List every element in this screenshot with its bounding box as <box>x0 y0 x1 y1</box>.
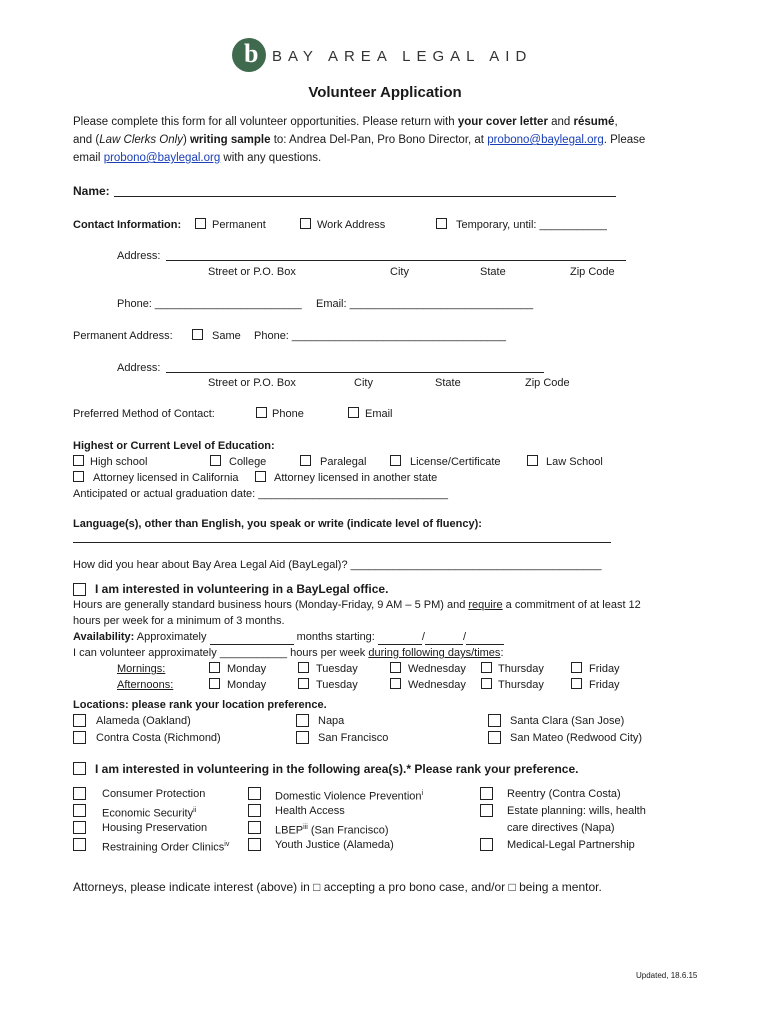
email-field[interactable]: Email: ______________________________ <box>316 298 534 310</box>
preferred-phone-label: Phone <box>272 408 304 420</box>
hours-text-2: hours per week for a minimum of 3 months. <box>73 615 285 627</box>
consumer-protection-checkbox[interactable] <box>73 787 86 800</box>
afternoon-monday-checkbox[interactable] <box>209 678 220 689</box>
afternoon-thursday-checkbox[interactable] <box>481 678 492 689</box>
state-caption: State <box>480 266 506 278</box>
morning-tuesday-label: Tuesday <box>316 663 358 675</box>
permanent-zip-caption: Zip Code <box>525 377 570 389</box>
contra-costa-label: Contra Costa (Richmond) <box>96 732 221 744</box>
permanent-city-caption: City <box>354 377 373 389</box>
afternoon-monday-label: Monday <box>227 679 267 691</box>
contra-costa-checkbox[interactable] <box>73 731 86 744</box>
medical-legal-checkbox[interactable] <box>480 838 493 851</box>
page-title: Volunteer Application <box>308 84 462 101</box>
logo-letter: b <box>244 39 259 68</box>
temporary-label: Temporary, until: ___________ <box>456 219 607 231</box>
college-checkbox[interactable] <box>210 455 221 466</box>
college-label: College <box>229 456 267 468</box>
afternoon-wednesday-checkbox[interactable] <box>390 678 401 689</box>
locations-label: Locations: please rank your location preference. <box>73 699 327 711</box>
afternoon-friday-checkbox[interactable] <box>571 678 582 689</box>
contact-label: Contact Information: <box>73 219 182 231</box>
afternoon-thursday-label: Thursday <box>498 679 544 691</box>
email-link-2[interactable]: probono@baylegal.org <box>103 152 221 164</box>
morning-friday-label: Friday <box>589 663 620 675</box>
address-field[interactable] <box>166 260 626 261</box>
morning-thursday-label: Thursday <box>498 663 544 675</box>
high-school-label: High school <box>90 456 148 468</box>
areas-label: I am interested in volunteering in the following area(s).* Please rank your preference. <box>95 762 579 776</box>
languages-label: Language(s), other than English, you speak or write (indicate level of fluency): <box>73 518 482 530</box>
morning-tuesday-checkbox[interactable] <box>298 662 309 673</box>
reentry-checkbox[interactable] <box>480 787 493 800</box>
alameda-label: Alameda (Oakland) <box>96 715 191 727</box>
afternoons-label: Afternoons: <box>117 679 174 691</box>
law-school-label: Law School <box>546 456 603 468</box>
reentry-label: Reentry (Contra Costa) <box>507 788 621 800</box>
permanent-address-field-label: Address: <box>117 362 161 374</box>
housing-preservation-checkbox[interactable] <box>73 821 86 834</box>
restraining-order-label: Restraining Order Clinics$^{iv}$ <box>102 841 230 854</box>
name-field[interactable] <box>114 196 616 197</box>
permanent-address-label: Permanent Address: <box>73 330 173 342</box>
attorney-ca-checkbox[interactable] <box>73 471 84 482</box>
email-link[interactable]: probono@baylegal.org <box>487 134 604 146</box>
paralegal-label: Paralegal <box>320 456 367 468</box>
permanent-checkbox[interactable] <box>195 218 206 229</box>
napa-checkbox[interactable] <box>296 714 309 727</box>
street-caption: Street or P.O. Box <box>208 266 296 278</box>
estate-planning-checkbox[interactable] <box>480 804 493 817</box>
san-mateo-label: San Mateo (Redwood City) <box>510 732 643 744</box>
address-label: Address: <box>117 250 161 262</box>
domestic-violence-checkbox[interactable] <box>248 787 261 800</box>
phone-field[interactable]: Phone: ________________________ <box>117 298 302 310</box>
san-mateo-checkbox[interactable] <box>488 731 501 744</box>
permanent-street-caption: Street or P.O. Box <box>208 377 296 389</box>
santa-clara-label: Santa Clara (San Jose) <box>510 715 625 727</box>
hours-text-1: Hours are generally standard business hours (Monday-Friday, 9 AM – 5 PM) and require a commitment of at least 12 <box>73 599 641 611</box>
permanent-label: Permanent <box>212 219 266 231</box>
lbep-checkbox[interactable] <box>248 821 261 834</box>
estate-planning-label-2: care directives (Napa) <box>507 822 615 834</box>
office-checkbox[interactable] <box>73 583 86 596</box>
economic-security-label: Economic Security$^{ii}$ <box>102 807 197 820</box>
afternoon-wednesday-label: Wednesday <box>408 679 466 691</box>
alameda-checkbox[interactable] <box>73 714 86 727</box>
city-caption: City <box>390 266 409 278</box>
medical-legal-label: Medical-Legal Partnership <box>507 839 635 851</box>
availability-line: Availability: Approximately months starting: / / <box>73 630 504 645</box>
napa-label: Napa <box>318 715 345 727</box>
attorney-other-label: Attorney licensed in another state <box>274 472 438 484</box>
name-label: Name: <box>73 184 110 198</box>
start-day-field[interactable] <box>425 630 463 645</box>
morning-monday-checkbox[interactable] <box>209 662 220 673</box>
morning-wednesday-checkbox[interactable] <box>390 662 401 673</box>
morning-wednesday-label: Wednesday <box>408 663 466 675</box>
office-label: I am interested in volunteering in a BayLegal office. <box>95 582 389 596</box>
start-month-field[interactable] <box>378 630 422 645</box>
graduation-date-field[interactable]: Anticipated or actual graduation date: _______________________________ <box>73 488 448 500</box>
morning-friday-checkbox[interactable] <box>571 662 582 673</box>
intro-paragraph: Please complete this form for all volunteer opportunities. Please return with your cover letter and résumé, and (Law Clerks Only) writing sample to: Andrea Del-Pan, Pro Bono Director, at probono@baylegal.org. Please email probono@baylegal.org with any questions. <box>73 116 646 164</box>
heard-about-field[interactable]: How did you hear about Bay Area Legal Aid (BayLegal)? _________________________________________ <box>73 559 602 571</box>
youth-justice-label: Youth Justice (Alameda) <box>275 839 394 851</box>
areas-checkbox[interactable] <box>73 762 86 775</box>
license-checkbox[interactable] <box>390 455 401 466</box>
languages-field[interactable] <box>73 542 611 543</box>
permanent-phone-field[interactable]: Phone: ___________________________________ <box>254 330 507 342</box>
restraining-order-checkbox[interactable] <box>73 838 86 851</box>
work-address-label: Work Address <box>317 219 386 231</box>
zip-caption: Zip Code <box>570 266 615 278</box>
san-francisco-checkbox[interactable] <box>296 731 309 744</box>
morning-thursday-checkbox[interactable] <box>481 662 492 673</box>
same-checkbox[interactable] <box>192 329 203 340</box>
health-access-checkbox[interactable] <box>248 804 261 817</box>
economic-security-checkbox[interactable] <box>73 804 86 817</box>
permanent-address-field[interactable] <box>166 372 544 373</box>
domestic-violence-label: Domestic Violence Prevention$^i$ <box>275 790 424 803</box>
santa-clara-checkbox[interactable] <box>488 714 501 727</box>
san-francisco-label: San Francisco <box>318 732 389 744</box>
preferred-contact-label: Preferred Method of Contact: <box>73 408 215 420</box>
youth-justice-checkbox[interactable] <box>248 838 261 851</box>
consumer-protection-label: Consumer Protection <box>102 788 206 800</box>
estate-planning-label: Estate planning: wills, health <box>507 805 646 817</box>
attorney-other-checkbox[interactable] <box>255 471 266 482</box>
afternoon-tuesday-label: Tuesday <box>316 679 358 691</box>
permanent-state-caption: State <box>435 377 461 389</box>
lbep-label: LBEP$^{iii}$ (San Francisco) <box>275 824 389 837</box>
afternoon-tuesday-checkbox[interactable] <box>298 678 309 689</box>
updated-date: Updated, 18.6.15 <box>636 971 698 980</box>
org-name: BAY AREA LEGAL AID <box>272 48 533 65</box>
months-field[interactable] <box>210 630 294 645</box>
afternoon-friday-label: Friday <box>589 679 620 691</box>
preferred-email-checkbox[interactable] <box>348 407 359 418</box>
preferred-email-label: Email <box>365 408 393 420</box>
high-school-checkbox[interactable] <box>73 455 84 466</box>
attorney-ca-label: Attorney licensed in California <box>93 472 239 484</box>
temporary-checkbox[interactable] <box>436 218 447 229</box>
education-label: Highest or Current Level of Education: <box>73 440 275 452</box>
start-year-field[interactable] <box>466 630 504 645</box>
law-school-checkbox[interactable] <box>527 455 538 466</box>
attorneys-note: Attorneys, please indicate interest (above) in □ accepting a pro bono case, and/or □ being a mentor. <box>73 880 602 894</box>
morning-monday-label: Monday <box>227 663 267 675</box>
license-label: License/Certificate <box>410 456 501 468</box>
same-label: Same <box>212 330 241 342</box>
preferred-phone-checkbox[interactable] <box>256 407 267 418</box>
hours-per-week-line: I can volunteer approximately ___________ hours per week during following days/times: <box>73 647 504 659</box>
mornings-label: Mornings: <box>117 663 166 675</box>
work-address-checkbox[interactable] <box>300 218 311 229</box>
paralegal-checkbox[interactable] <box>300 455 311 466</box>
health-access-label: Health Access <box>275 805 345 817</box>
housing-preservation-label: Housing Preservation <box>102 822 208 834</box>
